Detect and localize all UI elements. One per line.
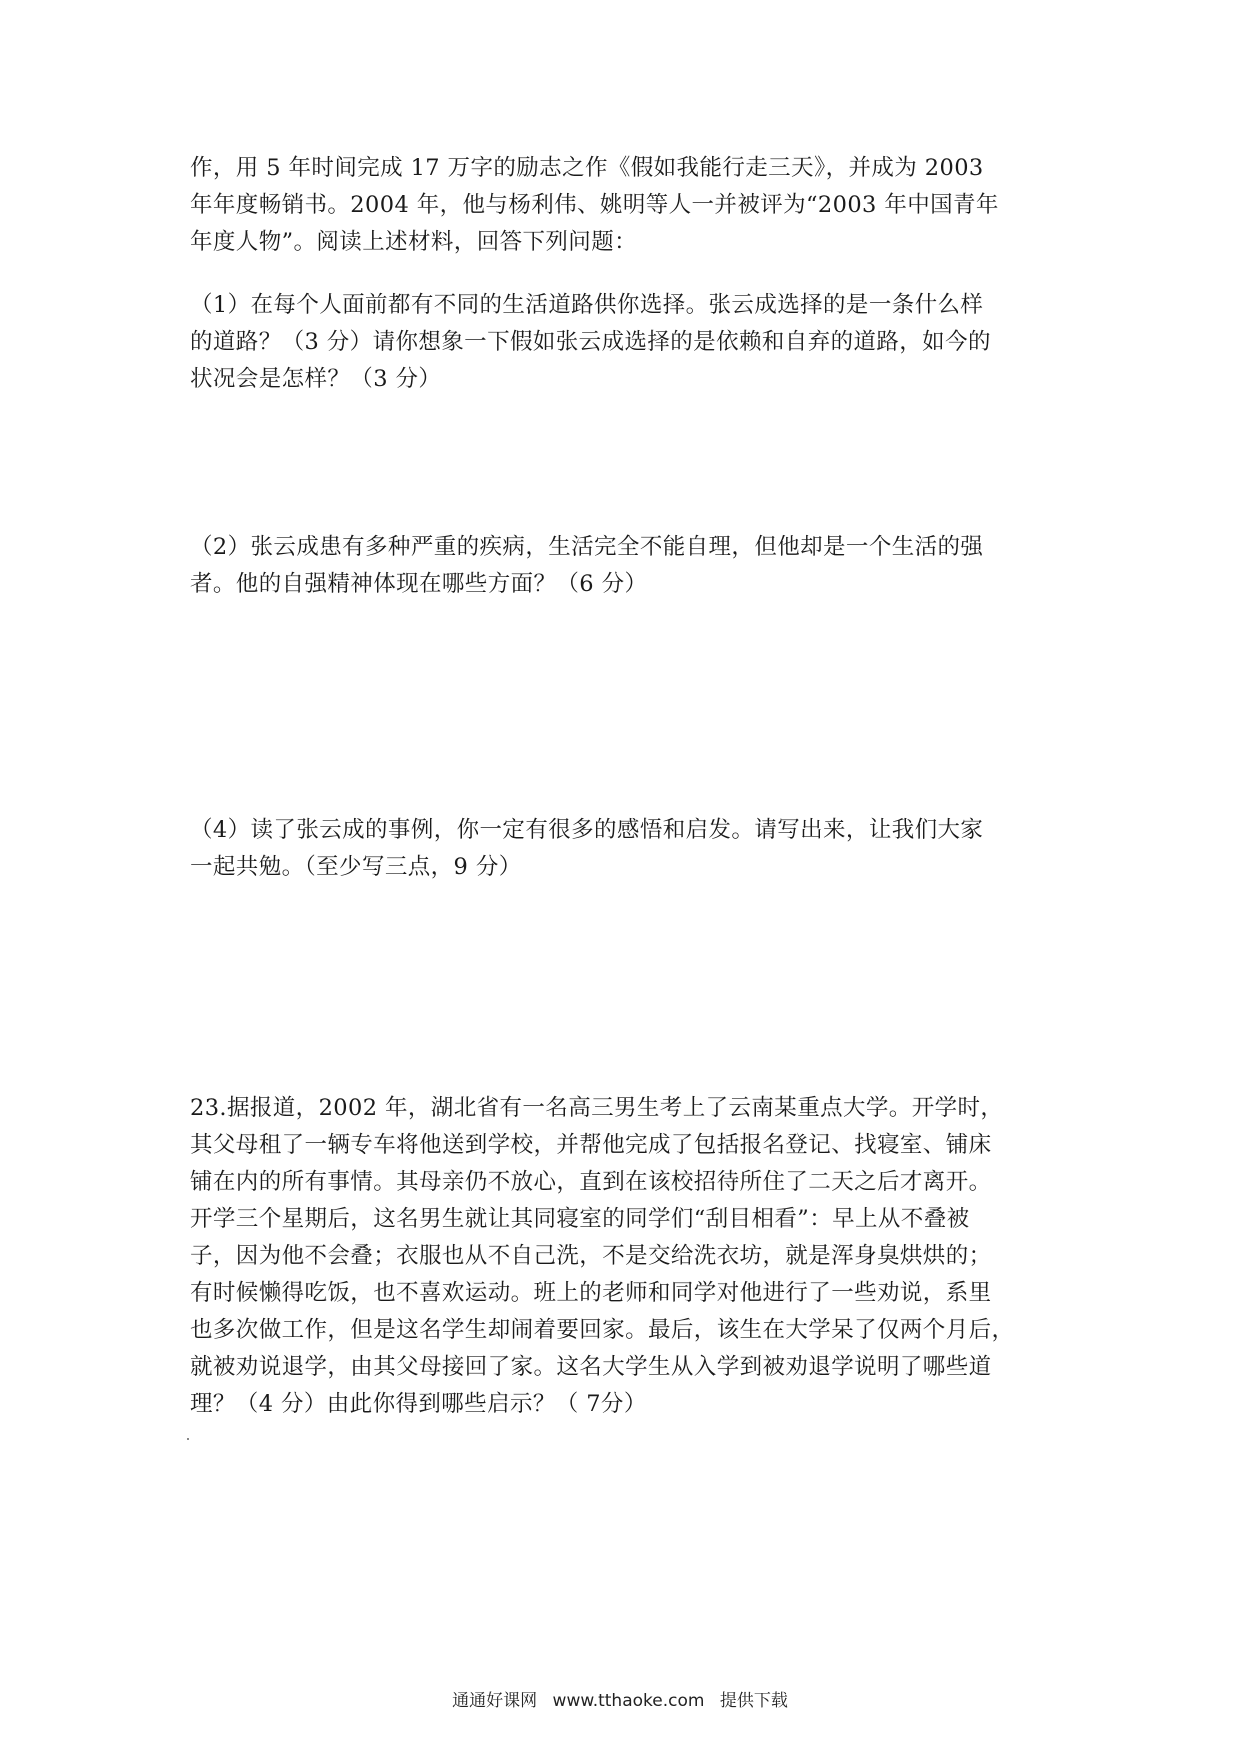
question-23-line: 就被劝说退学，由其父母接回了家。这名大学生从入学到被劝退学说明了哪些道 xyxy=(190,1354,992,1380)
intro-line: 作，用 5 年时间完成 17 万字的励志之作《假如我能行走三天》，并成为 2003 xyxy=(190,155,984,181)
footer-site-name: 通通好课网 xyxy=(452,1691,538,1711)
page-footer xyxy=(0,1689,1240,1713)
question-23-line: 其父母租了一辆专车将他送到学校，并帮他完成了包括报名登记、找寝室、铺床 xyxy=(190,1132,992,1158)
question-23-line: 子，因为他不会叠；衣服也从不自己洗，不是交给洗衣坊，就是浑身臭烘烘的； xyxy=(190,1243,992,1269)
question-4-line: 一起共勉。（至少写三点，9 分） xyxy=(190,854,522,880)
intro-line: 年年度畅销书。2004 年，他与杨利伟、姚明等人一并被评为“2003 年中国青年 xyxy=(190,192,999,218)
question-23-line: 理？（4 分）由此你得到哪些启示？（ 7分） xyxy=(190,1391,647,1417)
question-23-line: 也多次做工作，但是这名学生却闹着要回家。最后，该生在大学呆了仅两个月后， xyxy=(190,1317,1015,1343)
question-23-line: 23.据报道，2002 年，湖北省有一名高三男生考上了云南某重点大学。开学时， xyxy=(190,1095,1004,1121)
question-1-line: 状况会是怎样？（3 分） xyxy=(190,366,442,392)
question-1 xyxy=(190,287,1070,398)
footer-suffix: 提供下载 xyxy=(719,1691,788,1711)
question-1-line: 的道路？（3 分）请你想象一下假如张云成选择的是依赖和自弃的道路，如今的 xyxy=(190,329,991,355)
question-23-line: 铺在内的所有事情。其母亲仍不放心，直到在该校招待所住了二天之后才离开。 xyxy=(190,1169,992,1195)
question-2 xyxy=(190,529,1070,603)
question-23 xyxy=(190,1090,1070,1423)
intro-line: 年度人物”。阅读上述材料，回答下列问题： xyxy=(190,229,638,255)
intro-paragraph xyxy=(190,150,1070,261)
scan-speck xyxy=(187,1438,189,1440)
question-2-line: （2）张云成患有多种严重的疾病，生活完全不能自理，但他却是一个生活的强 xyxy=(190,534,984,560)
question-4-line: （4）读了张云成的事例，你一定有很多的感悟和启发。请写出来，让我们大家 xyxy=(190,817,984,843)
question-4 xyxy=(190,812,1070,886)
question-23-line: 有时候懒得吃饭，也不喜欢运动。班上的老师和同学对他进行了一些劝说，系里 xyxy=(190,1280,992,1306)
question-1-line: （1）在每个人面前都有不同的生活道路供你选择。张云成选择的是一条什么样 xyxy=(190,292,984,318)
question-2-line: 者。他的自强精神体现在哪些方面？（6 分） xyxy=(190,571,648,597)
footer-url[interactable]: www.tthaoke.com xyxy=(552,1691,705,1711)
question-23-line: 开学三个星期后，这名男生就让其同寝室的同学们“刮目相看”：早上从不叠被 xyxy=(190,1206,970,1232)
